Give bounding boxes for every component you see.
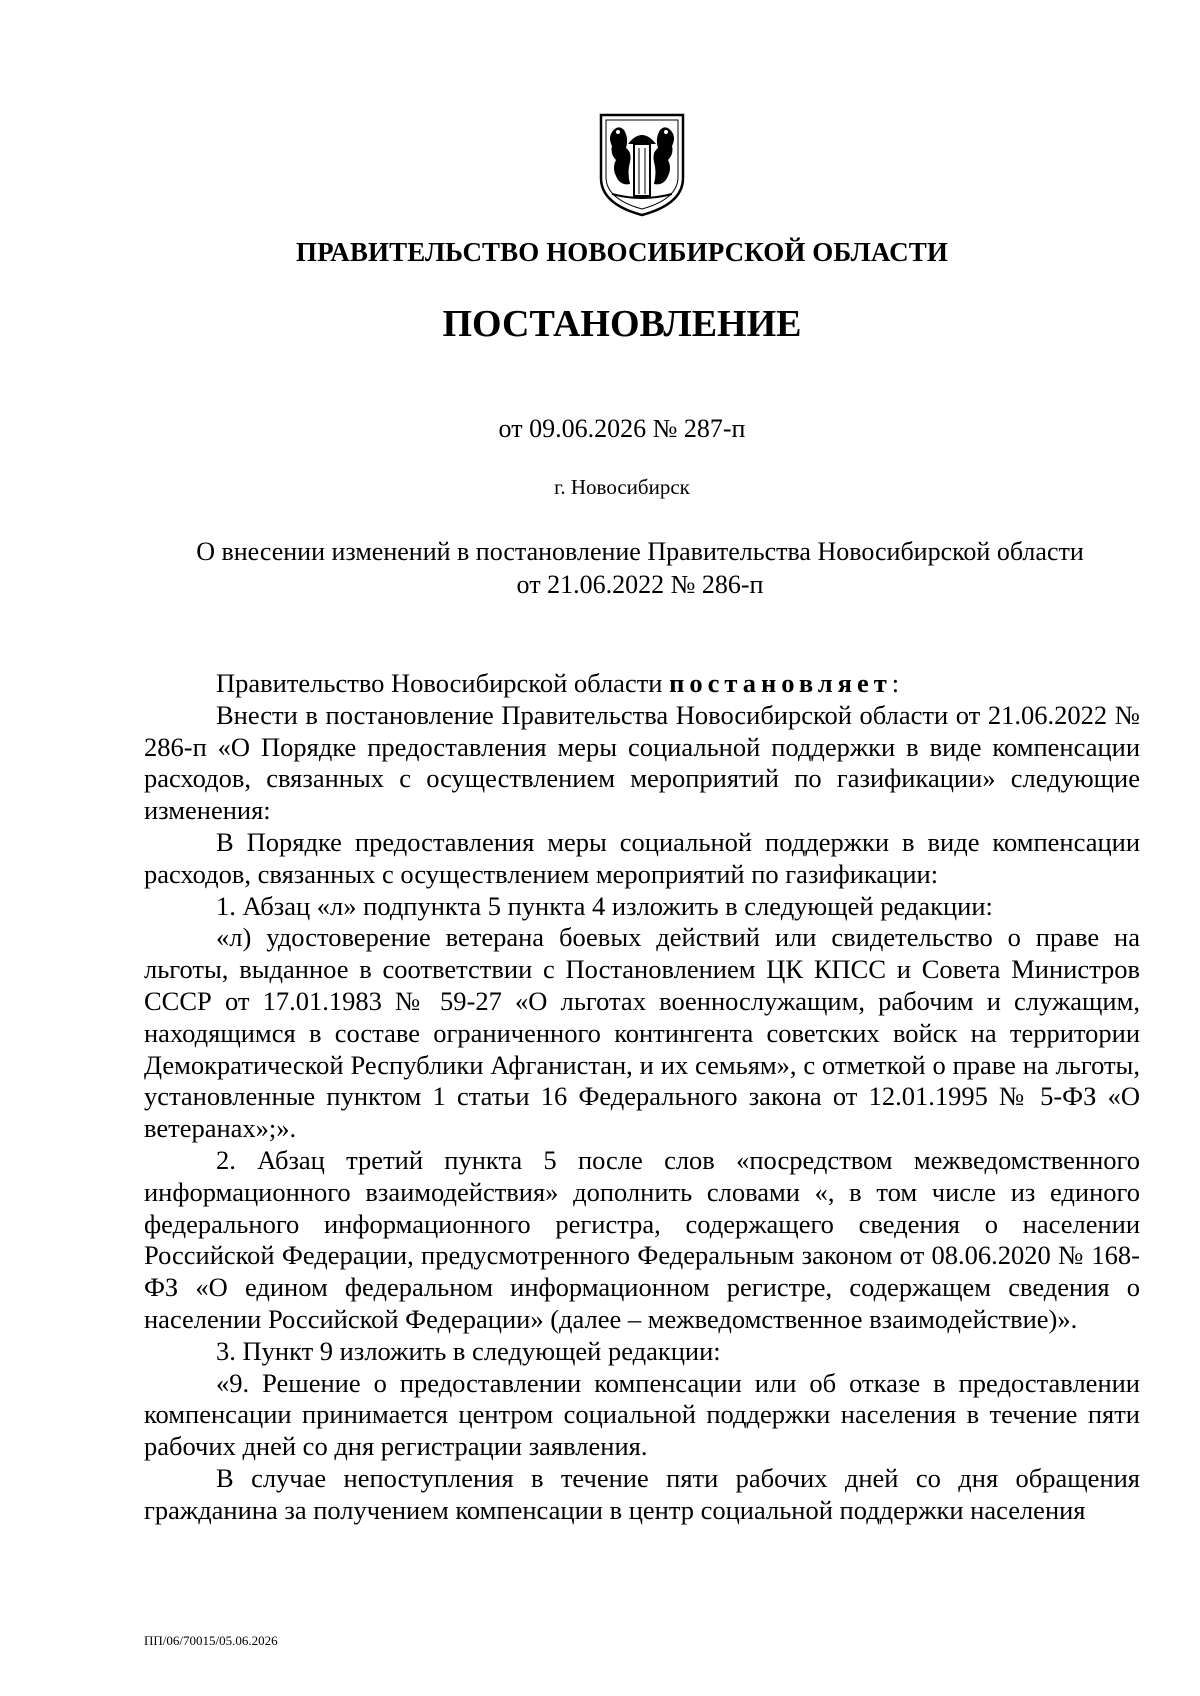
paragraph-item-2: 2. Абзац третий пункта 5 после слов «посредством межведомственного информационного взаимодействия» дополнить словами «, в том числе из единого федерального информационного регистра, содержащего сведения о населении Российской Федерации, предусмотренного Федеральным законом от 08.06.2020 № 168-ФЗ «О едином федеральном информационном регистре, содержащем сведения о населении Российской Федерации» (далее – межведомственное взаимодействие)». xyxy=(144,1144,1140,1334)
document-subject xyxy=(150,535,1130,601)
paragraph-item-1-text: «л) удостоверение ветерана боевых действий или свидетельство о праве на льготы, выданное в соответствии с Постановлением ЦК КПСС и Совета Министров СССР от 17.01.1983 № 59-27 «О льготах военнослужащим, рабочим и служащим, находящимся в составе ограниченного контингента советских войск на территории Демократической Республики Афганистан, и их семьям», с отметкой о праве на льготы, установленные пунктом 1 статьи 16 Федерального закона от 12.01.1995 № 5-ФЗ «О ветеранах»;». xyxy=(144,922,1140,1144)
date-and-number: от 09.06.2026 № 287-п xyxy=(498,414,746,443)
paragraph-item-3: 3. Пункт 9 изложить в следующей редакции: xyxy=(216,1335,721,1366)
footer-document-code: ПП/06/70015/05.06.2026 xyxy=(144,1633,278,1648)
coat-of-arms-icon xyxy=(598,112,686,218)
paragraph-amend-intro: Внести в постановление Правительства Новосибирской области от 21.06.2022 № 286-п «О Порядке предоставления меры социальной поддержки в виде компенсации расходов, связанных с осуществлением мероприятий по газификации» следующие изменения: xyxy=(144,699,1140,826)
document-body xyxy=(144,668,1140,1527)
subject-line-2: от 21.06.2022 № 286-п xyxy=(516,570,764,599)
paragraph-item-3-text: «9. Решение о предоставлении компенсации или об отказе в предоставлении компенсации принимается центром социальной поддержки населения в течение пяти рабочих дней со дня регистрации заявления. xyxy=(144,1367,1140,1462)
city-line: г. Новосибирск xyxy=(554,475,690,499)
document-type-title: ПОСТАНОВЛЕНИЕ xyxy=(442,303,802,345)
paragraph-continuation: В случае непоступления в течение пяти рабочих дней со дня обращения гражданина за получением компенсации в центр социальной поддержки населения xyxy=(144,1462,1140,1525)
government-name: ПРАВИТЕЛЬСТВО НОВОСИБИРСКОЙ ОБЛАСТИ xyxy=(296,237,948,267)
preamble-paragraph xyxy=(144,668,1140,700)
preamble-start: Правительство Новосибирской области xyxy=(216,668,670,698)
preamble-verb: постановляет xyxy=(669,668,892,698)
subject-line-1: О внесении изменений в постановление Правительства Новосибирской области xyxy=(196,537,1084,566)
paragraph-order-intro: В Порядке предоставления меры социальной поддержки в виде компенсации расходов, связанных с осуществлением мероприятий по газификации: xyxy=(144,826,1140,889)
preamble-end: : xyxy=(891,668,900,698)
paragraph-item-1: 1. Абзац «л» подпункта 5 пункта 4 изложить в следующей редакции: xyxy=(216,890,993,921)
